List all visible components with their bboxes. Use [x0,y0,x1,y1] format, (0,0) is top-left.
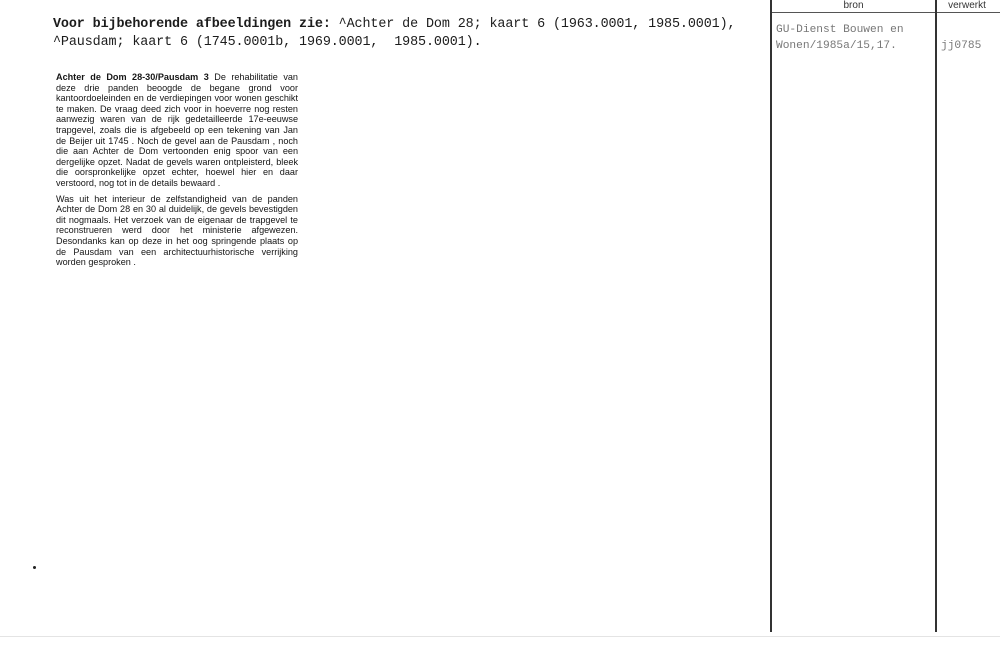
article-paragraph-1 [56,72,298,189]
reference-lead: Voor bijbehorende afbeeldingen zie: [53,17,331,32]
verwerkt-column-divider [935,0,937,632]
page-bottom-edge [0,636,1000,637]
verwerkt-column-header: verwerkt [948,0,986,11]
bron-value: GU-Dienst Bouwen en Wonen/1985a/15,17. [776,24,904,52]
bron-column-divider [770,0,772,632]
bron-column-header: bron [843,0,864,11]
reference-line-2: ^Pausdam; kaart 6 (1745.0001b, 1969.0001, 1985.0001). [53,35,482,50]
article-text [56,72,298,268]
reference-line-1 [53,16,753,34]
image-reference-note [53,16,753,52]
margin-dot [33,566,36,569]
reference-line-1-rest: ^Achter de Dom 28; kaart 6 (1963.0001, 1985.0001), [330,17,736,32]
article-paragraph-2: Was uit het interieur de zelfstandigheid van de panden Achter de Dom 28 en 30 al duidelijk, de gevels bevestigden dit nogmaals. Het verzoek van de eigenaar de trapgevel te reconstrueren werd door het ministerie afgewezen. Desondanks kan op deze in het oog springende plaats op de Pausdam van een architectuurhistorische verrijking worden gesproken . [56,193,298,268]
article-heading: Achter de Dom 28-30/Pausdam 3 [56,72,209,82]
verwerkt-value: jj0785 [941,40,982,52]
column-header-rule [770,12,1000,13]
article-paragraph-1-text: De rehabilitatie van deze drie panden beoogde de begane grond voor kantoordoeleinden en de verdiepingen voor wonen geschikt te maken. De vraag deed zich voor in hoeverre nog resten aanwezig waren van de rijk gedetailleerde 17e-eeuwse trapgevel, zoals die is afgebeeld op een tekening van Jan de Beijer uit 1745 . Noch de gevel aan de Pausdam , noch die aan Achter de Dom vertoonden enig spoor van een dergelijke opzet. Nadat de gevels waren ontpleisterd, bleek die oorspronkelijke opzet echter, hoewel hier en daar verstoord, nog tot in de details bewaard . [56,72,298,188]
